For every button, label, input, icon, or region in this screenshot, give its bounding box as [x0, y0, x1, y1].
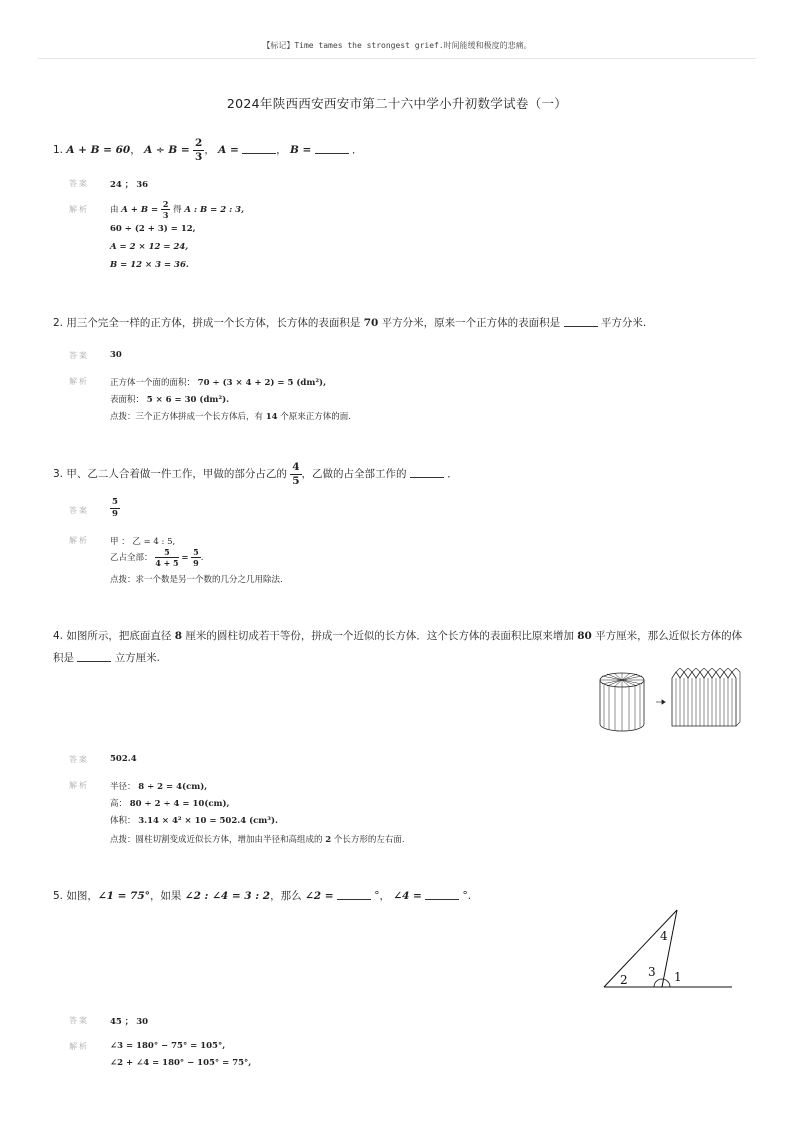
q4-an4-post: 个长方形的左右面. [333, 835, 405, 845]
question-2 [53, 315, 646, 330]
q1-an1-mid: 得 [173, 205, 182, 215]
q5-deg2: °. [462, 890, 472, 902]
q5-deg1: °， [374, 890, 390, 902]
q1-fraction [193, 138, 204, 162]
q3-answer-label: 答案 [69, 506, 89, 515]
q4-answer-label: 答案 [69, 755, 89, 764]
q1-sep3: ， [276, 144, 287, 156]
q4-an2-eq: 80 ÷ 2 ÷ 4 = 10(cm), [129, 799, 230, 809]
q1-an1-post: A : B = 2 : 3, [184, 205, 245, 215]
q1-frac-num: 2 [195, 137, 203, 149]
q2-an3-pre: 点拨：三个正方体拼成一个长方体后，有 [110, 412, 264, 422]
q1-an1-frac-den: 3 [162, 210, 169, 220]
q1-a-blank[interactable] [242, 143, 276, 154]
q3-an2-frac-den: 4 + 5 [155, 558, 179, 568]
q2-answer-label: 答案 [69, 351, 89, 360]
q3-text-post: ，乙做的占全部工作的 [301, 468, 407, 480]
q1-answer: 24 ； 36 [110, 180, 149, 190]
q5-triangle-figure [598, 906, 740, 992]
q2-an3-post: 个原来正方体的面. [280, 412, 351, 422]
q4-line1-pre: 4. 如图所示，把底面直径 [53, 630, 172, 642]
q3-an2-res-num: 5 [193, 547, 199, 557]
paper-title: 2024年陕西西安西安市第二十六中学小升初数学试卷（一） [226, 96, 568, 111]
q4-analysis-line2 [110, 797, 230, 809]
q3-answer [110, 498, 120, 518]
q1-analysis-line4: B = 12 × 3 = 36. [110, 260, 189, 270]
q1-sep1: ， [130, 144, 141, 156]
q1-equation-ratio: A ÷ B = [144, 144, 190, 156]
q2-an3-num: 14 [265, 412, 278, 422]
q3-answer-fraction [110, 498, 120, 518]
q4-an3-eq: 3.14 × 4² × 10 = 502.4 (cm³). [138, 816, 278, 826]
q2-an2-pre: 表面积： [110, 395, 145, 405]
q1-analysis-line3: A = 2 × 12 = 24, [110, 242, 189, 252]
q3-analysis-label: 解析 [69, 536, 89, 545]
q1-number: 1. [53, 144, 64, 156]
question-5 [53, 888, 471, 903]
q3-an2-res-den: 9 [193, 558, 199, 568]
q3-an2-frac-num: 5 [155, 548, 178, 558]
q1-an1-fraction [161, 200, 171, 219]
q3-fraction [290, 462, 301, 486]
q4-an3-pre: 体积： [110, 816, 136, 826]
q3-frac-num: 4 [292, 461, 300, 473]
q1-an1-frac-num: 2 [162, 199, 169, 209]
q1-answer-label: 答案 [69, 179, 89, 188]
triangle-left-side [604, 910, 677, 987]
q4-analysis-line3 [110, 814, 278, 826]
q5-angle4-blank[interactable] [425, 889, 459, 900]
angle-3-label: 3 [648, 965, 656, 979]
q1-analysis-line2: 60 ÷ (2 + 3) = 12, [110, 224, 196, 234]
q5-analysis-line1: ∠3 = 180° − 75° = 105°, [110, 1041, 226, 1051]
q1-end: ． [351, 144, 363, 156]
q4-blank[interactable] [77, 651, 111, 662]
q2-blank[interactable] [564, 316, 598, 327]
q4-value-diameter: 8 [174, 630, 183, 642]
q5-angle2-blank[interactable] [337, 889, 371, 900]
q2-analysis-line2 [110, 393, 229, 405]
q2-analysis-line1 [110, 376, 326, 388]
q4-line2-pre: 积是 [53, 652, 74, 664]
q2-value: 70 [363, 317, 379, 329]
angle-1-label: 1 [674, 970, 682, 984]
q4-an2-pre: 高： [110, 799, 128, 809]
rearranged-prism [672, 668, 740, 726]
q3-analysis-line2 [110, 548, 203, 567]
q3-an2-pre: 乙占全部： [110, 553, 153, 563]
q4-line1-mid: 厘米的圆柱切成若干等份，拼成一个近似的长方体．这个长方体的表面积比原来增加 [185, 630, 574, 642]
q4-value-area: 80 [577, 630, 592, 642]
q4-an1-eq: 8 ÷ 2 = 4(cm), [138, 782, 208, 792]
q1-analysis-line1 [110, 200, 244, 219]
angle-4-label: 4 [660, 929, 668, 943]
question-3 [53, 462, 458, 486]
q5-eq-ratio: ∠2 : ∠4 = 3 : 2 [184, 890, 271, 902]
q1-analysis-label: 解析 [69, 205, 89, 214]
q1-sep2: ， [204, 144, 215, 156]
q5-eq-angle1: ∠1 = 75° [97, 890, 150, 902]
q4-an1-pre: 半径： [110, 782, 136, 792]
q4-an4-num: 2 [325, 835, 332, 845]
q2-an1-eq: 70 ÷ (3 × 4 + 2) = 5 (dm²), [197, 378, 327, 388]
q1-b-blank[interactable] [315, 143, 349, 154]
q4-an4-pre: 点拨：圆柱切割变成近似长方体，增加由半径和高组成的 [110, 835, 323, 845]
q4-analysis-line1 [110, 780, 207, 792]
q5-text-pre: 5. 如图， [53, 890, 98, 902]
q3-analysis-line1: 甲 ： 乙 = 4 : 5, [110, 537, 176, 547]
q4-cylinder-figure [594, 668, 744, 732]
page-header-motto: 【标记】Time tames the strongest grief.时间能缓和极度的悲痛。 [262, 41, 532, 50]
q1-equation-sum: A + B = 60 [66, 144, 131, 156]
q3-ans-den: 9 [112, 508, 118, 519]
q1-b-label: B = [289, 144, 312, 156]
header-divider [38, 58, 756, 59]
question-4-line1 [53, 628, 742, 643]
q3-text-pre: 3. 甲、乙二人合着做一件工作，甲做的部分占乙的 [53, 468, 287, 480]
q3-frac-den: 5 [292, 474, 300, 487]
q5-eq-angle2: ∠2 = [304, 890, 334, 902]
q1-an1-pre: 由 [110, 205, 119, 215]
q3-blank[interactable] [410, 467, 444, 478]
q4-analysis-line4 [110, 833, 405, 845]
question-4-line2 [53, 650, 160, 665]
q3-an2-end: . [200, 553, 204, 563]
q2-text-pre: 2. 用三个完全一样的正方体，拼成一个长方体，长方体的表面积是 [53, 317, 361, 329]
q5-eq-angle4: ∠4 = [393, 890, 422, 902]
q2-text-mid: 平方分米，原来一个正方体的表面积是 [381, 317, 561, 329]
q3-ans-num: 5 [112, 497, 118, 507]
q5-mid2: ，那么 [270, 890, 302, 902]
q5-answer-label: 答案 [69, 1016, 89, 1025]
q1-frac-den: 3 [195, 150, 203, 163]
q1-a-label: A = [218, 144, 239, 156]
q3-an2-fraction [155, 548, 178, 567]
q5-mid1: ，如果 [149, 890, 182, 902]
q3-an2-eq: = [181, 553, 189, 563]
q3-end: ． [447, 468, 458, 480]
q3-an2-result [191, 548, 201, 567]
q2-analysis-line3 [110, 410, 351, 422]
q2-analysis-label: 解析 [69, 377, 89, 386]
q4-answer: 502.4 [110, 754, 137, 764]
q1-an1-eq: A + B = [121, 205, 159, 215]
q2-an2-eq: 5 × 6 = 30 (dm²). [146, 395, 230, 405]
q3-analysis-line3: 点拨：求一个数是另一个数的几分之几用除法. [110, 575, 283, 585]
q4-line1-post: 平方厘米，那么近似长方体的体 [595, 630, 743, 642]
q5-analysis-line2: ∠2 + ∠4 = 180° − 105° = 75°, [110, 1058, 252, 1068]
angle-2-label: 2 [620, 973, 628, 987]
question-1 [53, 138, 362, 162]
q5-answer: 45 ； 30 [110, 1017, 149, 1027]
q5-analysis-label: 解析 [69, 1042, 89, 1051]
q2-an1-pre: 正方体一个面的面积： [110, 378, 196, 388]
q2-answer: 30 [110, 350, 122, 360]
q4-line2-post: 立方厘米. [114, 652, 161, 664]
q4-analysis-label: 解析 [69, 781, 89, 790]
q2-text-post: 平方分米. [600, 317, 647, 329]
